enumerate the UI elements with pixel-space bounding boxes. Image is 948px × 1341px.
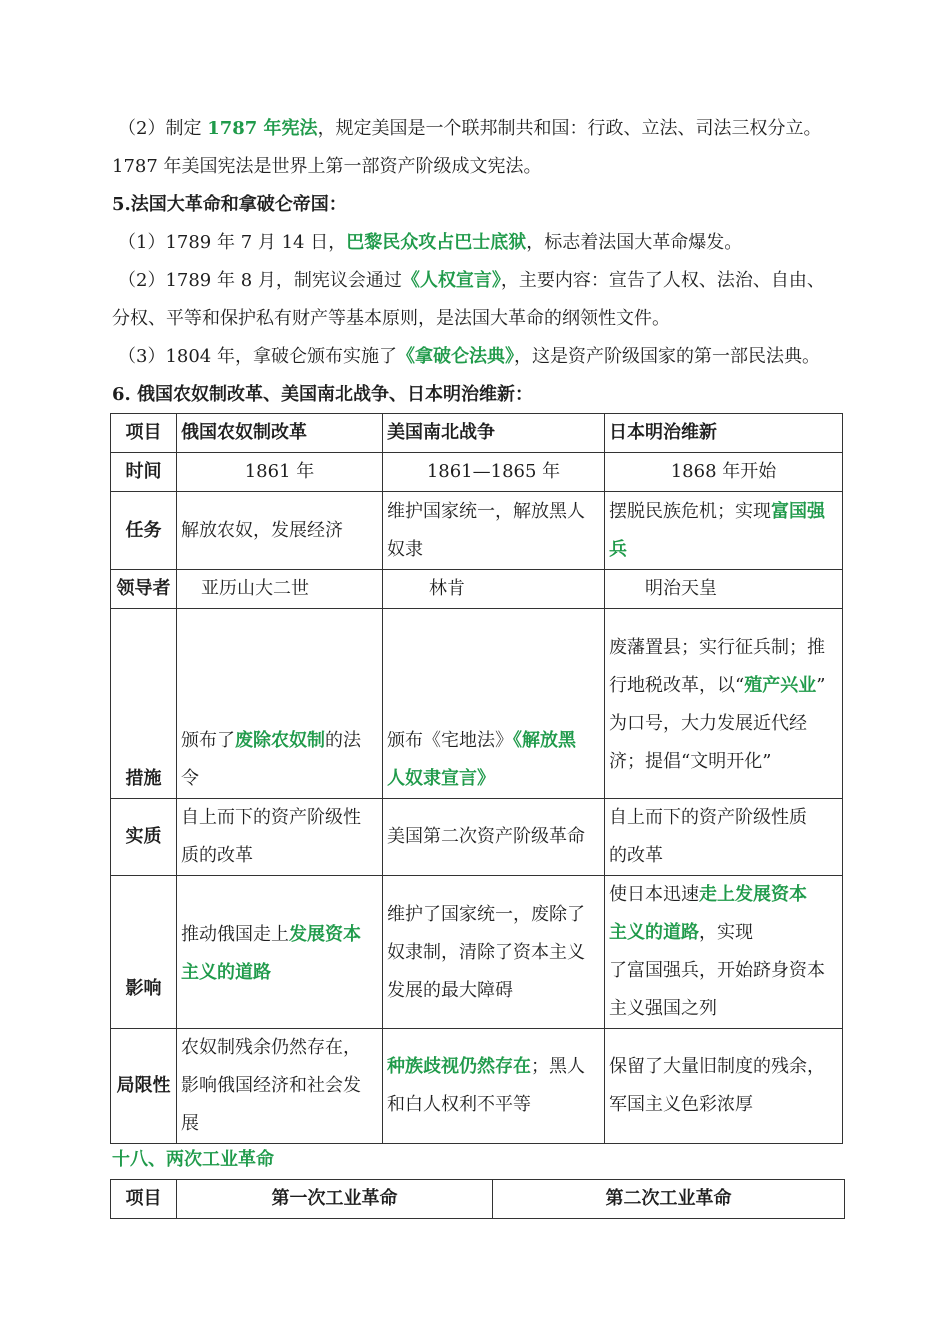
- highlight-text: 《拿破仑法典》: [396, 346, 514, 367]
- row-label: 措施: [111, 609, 177, 799]
- cell: 1861 年: [177, 453, 383, 492]
- cell-line: [181, 916, 378, 954]
- highlight-text: 种族歧视仍然存在: [387, 1056, 531, 1077]
- table-row-leader: [111, 570, 843, 609]
- cell-line: [387, 1048, 600, 1086]
- constitution-note: [112, 148, 852, 186]
- cell: [383, 1029, 605, 1144]
- highlight-text: 巴黎民众攻占巴士底狱: [346, 232, 527, 253]
- cell: [383, 876, 605, 1029]
- cell-line: 为口号，大力发展近代经: [609, 713, 807, 734]
- section5-item1: [118, 224, 858, 262]
- text: ；黑人: [531, 1056, 585, 1077]
- text: ，这是资产阶级国家的第一部民法典。: [513, 346, 820, 367]
- highlight-text: 1787 年宪法: [207, 118, 318, 139]
- section5-heading: 5.法国大革命和拿破仑帝国：: [112, 194, 347, 215]
- table-row-time: [111, 453, 843, 492]
- header-japan: 日本明治维新: [605, 414, 843, 453]
- cell: [177, 1029, 383, 1144]
- text: ，实现: [699, 922, 753, 943]
- header-item: 项目: [111, 1180, 177, 1219]
- cell-line: [387, 722, 600, 760]
- reform-comparison-table: [110, 413, 843, 1144]
- cell: [383, 609, 605, 799]
- table-row-impact: [111, 876, 843, 1029]
- cell-line: [609, 876, 838, 914]
- cell: 解放农奴，发展经济: [177, 492, 383, 570]
- section5-item2: [118, 262, 858, 300]
- cell-line: 令: [181, 768, 199, 789]
- cell-line: 废藩置县；实行征兵制；推: [609, 637, 825, 658]
- text: ，主要内容：宣告了人权、法治、自由、: [500, 270, 825, 291]
- row-label: 影响: [111, 876, 177, 1029]
- section5-item2-cont: 分权、平等和保护私有财产等基本原则，是法国大革命的纲领性文件。: [112, 308, 670, 329]
- highlight-text: 主义的道路: [181, 962, 271, 983]
- text: 的法: [325, 730, 361, 751]
- header-second-revolution: 第二次工业革命: [493, 1180, 845, 1219]
- cell: 1868 年开始: [605, 453, 843, 492]
- cell: [177, 799, 383, 876]
- cell: [605, 799, 843, 876]
- cell: [605, 876, 843, 1029]
- cell-line: 农奴制残余仍然存在，: [181, 1037, 361, 1058]
- cell-line: 自上而下的资产阶级性质: [609, 807, 807, 828]
- cell-line: [181, 722, 378, 760]
- section6-heading: 6. 俄国农奴制改革、美国南北战争、日本明治维新：: [112, 384, 534, 405]
- section18-heading: 十八、两次工业革命: [112, 1149, 274, 1170]
- row-label: 任务: [111, 492, 177, 570]
- section5-item3: [118, 338, 858, 376]
- table-row-limits: [111, 1029, 843, 1144]
- header-usa: 美国南北战争: [383, 414, 605, 453]
- cell: 林肯: [383, 570, 605, 609]
- text: （2）制定: [118, 118, 208, 139]
- row-label: 时间: [111, 453, 177, 492]
- table-row-task: [111, 492, 843, 570]
- table-row-measures: [111, 609, 843, 799]
- cell: [177, 876, 383, 1029]
- row-label: 实质: [111, 799, 177, 876]
- cell: 1861—1865 年: [383, 453, 605, 492]
- table-row-essence: [111, 799, 843, 876]
- table-header-row: [111, 414, 843, 453]
- cell: [605, 1029, 843, 1144]
- cell: [383, 492, 605, 570]
- cell-line: 维护国家统一，解放黑人: [387, 500, 585, 522]
- header-item: 项目: [111, 414, 177, 453]
- cell-line: 了富国强兵，开始跻身资本: [609, 960, 825, 981]
- header-russia: 俄国农奴制改革: [177, 414, 383, 453]
- cell-line: 济；提倡“文明开化”: [609, 751, 772, 772]
- cell-line: [609, 914, 838, 952]
- text: ”: [816, 675, 826, 696]
- highlight-text: 发展资本: [289, 924, 361, 945]
- row-label: 局限性: [111, 1029, 177, 1144]
- cell-line: [609, 667, 838, 705]
- text: 摆脱民族危机；实现: [609, 500, 771, 522]
- cell-line: 奴隶: [387, 538, 423, 560]
- text: （1）1789 年 7 月 14 日，: [118, 232, 347, 253]
- cell-line: 主义强国之列: [609, 998, 717, 1019]
- table-header-row: [111, 1180, 845, 1219]
- industrial-revolution-table: [110, 1179, 845, 1219]
- constitution-line: [118, 110, 858, 148]
- highlight-text: 主义的道路: [609, 922, 699, 943]
- cell-line: 和白人权利不平等: [387, 1094, 531, 1115]
- cell: 明治天皇: [605, 570, 843, 609]
- text: 颁布了: [181, 730, 235, 751]
- cell-line: 发展的最大障碍: [387, 980, 513, 1001]
- text: 1787 年美国宪法是世界上第一部资产阶级成文宪法。: [112, 156, 542, 177]
- cell: 亚历山大二世: [177, 570, 383, 609]
- text: 行地税改革，以“: [609, 675, 745, 696]
- cell-line: 展: [181, 1113, 199, 1134]
- highlight-text: 废除农奴制: [235, 730, 325, 751]
- cell-line: 影响俄国经济和社会发: [181, 1075, 361, 1096]
- cell: [177, 609, 383, 799]
- cell-line: [609, 493, 838, 531]
- text: （3）1804 年，拿破仑颁布实施了: [118, 346, 397, 367]
- highlight-text: 兵: [609, 538, 627, 560]
- text: ，标志着法国大革命爆发。: [526, 232, 743, 253]
- cell: [605, 492, 843, 570]
- header-first-revolution: 第一次工业革命: [177, 1180, 493, 1219]
- highlight-text: 富国强: [771, 500, 825, 522]
- highlight-text: 《人权宣言》: [401, 270, 501, 291]
- cell-line: 维护了国家统一，废除了: [387, 904, 585, 925]
- cell-line: 的改革: [609, 845, 663, 866]
- text: 颁布《宅地法》: [387, 730, 513, 751]
- text: 推动俄国走上: [181, 924, 289, 945]
- row-label: 领导者: [111, 570, 177, 609]
- cell-line: 质的改革: [181, 845, 253, 866]
- cell-line: 自上而下的资产阶级性: [181, 807, 361, 828]
- highlight-text: 殖产兴业: [744, 675, 817, 696]
- cell-line: 军国主义色彩浓厚: [609, 1094, 753, 1115]
- cell-line: 保留了大量旧制度的残余，: [609, 1056, 825, 1077]
- highlight-text: 走上发展资本: [699, 884, 807, 905]
- cell-line: 奴隶制，清除了资本主义: [387, 942, 585, 963]
- text: 使日本迅速: [609, 884, 699, 905]
- cell: 美国第二次资产阶级革命: [383, 799, 605, 876]
- text: （2）1789 年 8 月，制宪议会通过: [118, 270, 402, 291]
- highlight-text: 《解放黑: [513, 730, 576, 751]
- text: ，规定美国是一个联邦制共和国：行政、立法、司法三权分立。: [317, 118, 822, 139]
- cell: [605, 609, 843, 799]
- highlight-text: 人奴隶宣言》: [387, 768, 495, 789]
